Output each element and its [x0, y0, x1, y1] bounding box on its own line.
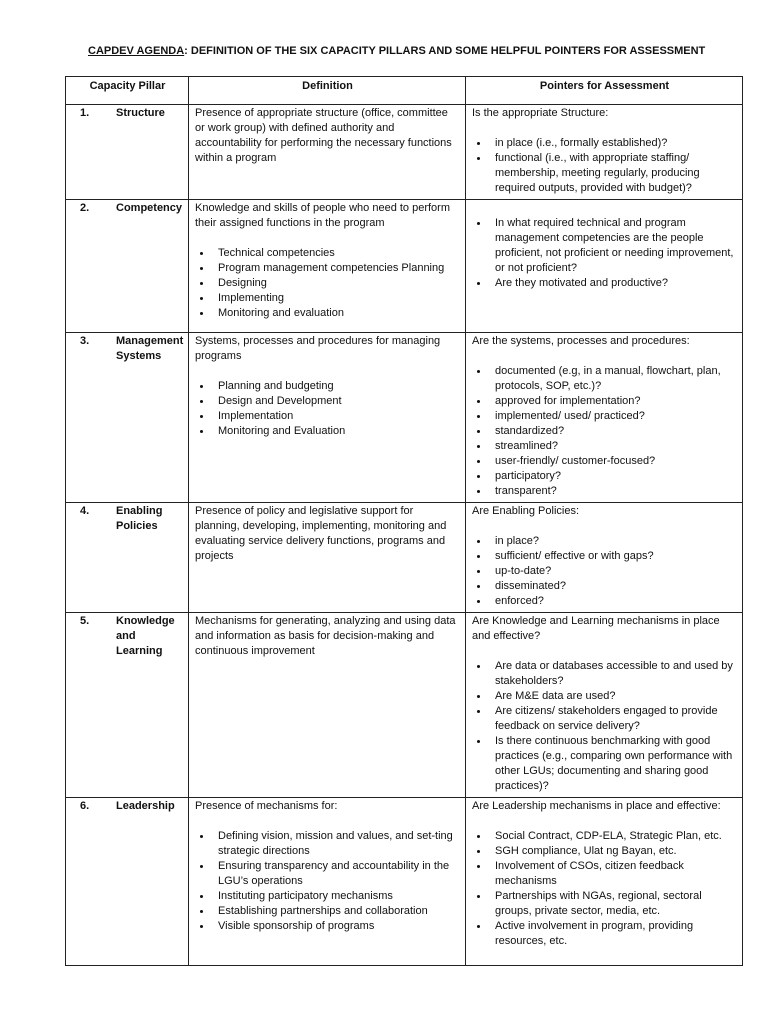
pointers-list-item: approved for implementation? — [472, 394, 737, 409]
pillar — [72, 799, 183, 814]
pillar-name: Structure — [116, 107, 165, 119]
pillar-name: Leadership — [116, 800, 175, 812]
pointers-list — [472, 216, 737, 291]
pointers-cell — [466, 798, 743, 966]
pointers-list-item: implemented/ used/ practiced? — [472, 409, 737, 424]
pillar-name: Knowledge and Learning — [116, 615, 175, 657]
definition-cell — [189, 503, 466, 613]
pillar-number: 3. — [80, 335, 90, 347]
pillar — [72, 504, 183, 534]
pointers-list-item: Partnerships with NGAs, regional, sectoral groups, private sector, media, etc. — [472, 889, 737, 919]
table-row — [66, 503, 743, 613]
pillar-cell — [66, 333, 189, 503]
definition-text: Knowledge and skills of people who need to perform their assigned functions in the program — [195, 202, 450, 229]
pillar-number: 4. — [80, 505, 90, 517]
header-definition: Definition — [189, 77, 466, 105]
pointers-cell — [466, 503, 743, 613]
pointers-list-item: Are they motivated and productive? — [472, 276, 737, 291]
definition-list-item: Monitoring and Evaluation — [195, 424, 460, 439]
table-row — [66, 613, 743, 798]
pillar-number: 5. — [80, 615, 90, 627]
pointers-list-item: Active involvement in program, providing resources, etc. — [472, 919, 737, 949]
definition-list-item: Implementation — [195, 409, 460, 424]
pointers-list-item: Involvement of CSOs, citizen feedback mechanisms — [472, 859, 737, 889]
pointers-list-item: Are data or databases accessible to and used by stakeholders? — [472, 659, 737, 689]
pointers-list-item: SGH compliance, Ulat ng Bayan, etc. — [472, 844, 737, 859]
pointers-cell — [466, 613, 743, 798]
pointers-text: Are the systems, processes and procedures: — [472, 335, 690, 347]
pointers-text: Is the appropriate Structure: — [472, 107, 609, 119]
definition-list-item: Implementing — [195, 291, 460, 306]
definition-list-item: Establishing partnerships and collaboration — [195, 904, 460, 919]
capacity-pillars-table — [65, 76, 743, 966]
pointers-list-item: streamlined? — [472, 439, 737, 454]
pillar-name: Competency — [116, 202, 183, 214]
title-rest: : DEFINITION OF THE SIX CAPACITY PILLARS AND SOME HELPFUL POINTERS FOR ASSESSMENT — [184, 45, 706, 57]
definition-cell — [189, 613, 466, 798]
definition-list-item: Visible sponsorship of programs — [195, 919, 460, 934]
definition-list-item: Designing — [195, 276, 460, 291]
pointers-list-item: Are M&E data are used? — [472, 689, 737, 704]
definition-text: Presence of policy and legislative support for planning, developing, implementing, monitoring and evaluating service delivery functions, programs and projects — [195, 505, 447, 562]
pointers-list-item: sufficient/ effective or with gaps? — [472, 549, 737, 564]
pointers-text: Are Enabling Policies: — [472, 505, 580, 517]
pointers-list-item: Social Contract, CDP-ELA, Strategic Plan, etc. — [472, 829, 737, 844]
pointers-list-item: in place (i.e., formally established)? — [472, 136, 737, 151]
pointers-list-item: functional (i.e., with appropriate staffing/ membership, meeting regularly, producing required outputs, provided with budget)? — [472, 151, 737, 196]
pillar-number: 2. — [80, 202, 90, 214]
pillar-number: 1. — [80, 107, 90, 119]
definition-list-item: Monitoring and evaluation — [195, 306, 460, 321]
table-header-row — [66, 77, 743, 105]
pillar — [72, 614, 183, 659]
definition-list-item: Instituting participatory mechanisms — [195, 889, 460, 904]
table-row — [66, 105, 743, 200]
definition-text: Systems, processes and procedures for managing programs — [195, 335, 441, 362]
pointers-cell — [466, 333, 743, 503]
definition-cell — [189, 798, 466, 966]
definition-text: Mechanisms for generating, analyzing and using data and information as basis for decision-making and continuous improvement — [195, 615, 456, 657]
pillar-cell — [66, 503, 189, 613]
pointers-text: Are Knowledge and Learning mechanisms in place and effective? — [472, 615, 720, 642]
pointers-list-item: user-friendly/ customer-focused? — [472, 454, 737, 469]
pointers-list — [472, 829, 737, 949]
definition-text: Presence of appropriate structure (office, committee or work group) with defined authority and accountability for performing the necessary functions within a program — [195, 107, 452, 164]
definition-text: Presence of mechanisms for: — [195, 800, 338, 812]
pointers-list-item: documented (e.g, in a manual, flowchart, plan, protocols, SOP, etc.)? — [472, 364, 737, 394]
pointers-cell — [466, 200, 743, 333]
definition-list — [195, 379, 460, 439]
document-title — [88, 44, 705, 59]
table-row — [66, 200, 743, 333]
pillar — [72, 334, 183, 364]
pillar-name: Management Systems — [116, 335, 184, 362]
definition-list — [195, 246, 460, 321]
definition-cell — [189, 200, 466, 333]
pillar-cell — [66, 613, 189, 798]
pillar-number: 6. — [80, 800, 90, 812]
header-capacity-pillar: Capacity Pillar — [66, 77, 189, 105]
pillar-cell — [66, 200, 189, 333]
definition-list-item: Design and Development — [195, 394, 460, 409]
pointers-list — [472, 534, 737, 609]
pointers-list — [472, 659, 737, 794]
pillar-cell — [66, 105, 189, 200]
definition-list-item: Program management competencies Planning — [195, 261, 460, 276]
pointers-list-item: Is there continuous benchmarking with good practices (e.g., comparing own performance with other LGUs; documenting and sharing good practices)? — [472, 734, 737, 794]
pointers-list-item: up-to-date? — [472, 564, 737, 579]
pillar — [72, 106, 183, 121]
definition-list-item: Planning and budgeting — [195, 379, 460, 394]
definition-list-item: Technical competencies — [195, 246, 460, 261]
pointers-list-item: participatory? — [472, 469, 737, 484]
definition-list — [195, 829, 460, 934]
pillar-name: Enabling Policies — [116, 505, 163, 532]
title-prefix: CAPDEV AGENDA — [88, 45, 185, 57]
pointers-cell — [466, 105, 743, 200]
definition-list-item: Defining vision, mission and values, and set-ting strategic directions — [195, 829, 460, 859]
pointers-list — [472, 136, 737, 196]
table-row — [66, 333, 743, 503]
pillar — [72, 201, 183, 216]
pointers-list-item: Are citizens/ stakeholders engaged to provide feedback on service delivery? — [472, 704, 737, 734]
pointers-list-item: disseminated? — [472, 579, 737, 594]
pointers-list-item: enforced? — [472, 594, 737, 609]
pillar-cell — [66, 798, 189, 966]
pointers-list-item: in place? — [472, 534, 737, 549]
header-pointers: Pointers for Assessment — [466, 77, 743, 105]
definition-cell — [189, 105, 466, 200]
definition-list-item: Ensuring transparency and accountability in the LGU’s operations — [195, 859, 460, 889]
definition-cell — [189, 333, 466, 503]
pointers-list-item: In what required technical and program management competencies are the people proficient, not proficient or needing improvement, or not proficient? — [472, 216, 737, 276]
pointers-list-item: standardized? — [472, 424, 737, 439]
pointers-text: Are Leadership mechanisms in place and effective: — [472, 800, 721, 812]
table-row — [66, 798, 743, 966]
pointers-list — [472, 364, 737, 499]
pointers-list-item: transparent? — [472, 484, 737, 499]
